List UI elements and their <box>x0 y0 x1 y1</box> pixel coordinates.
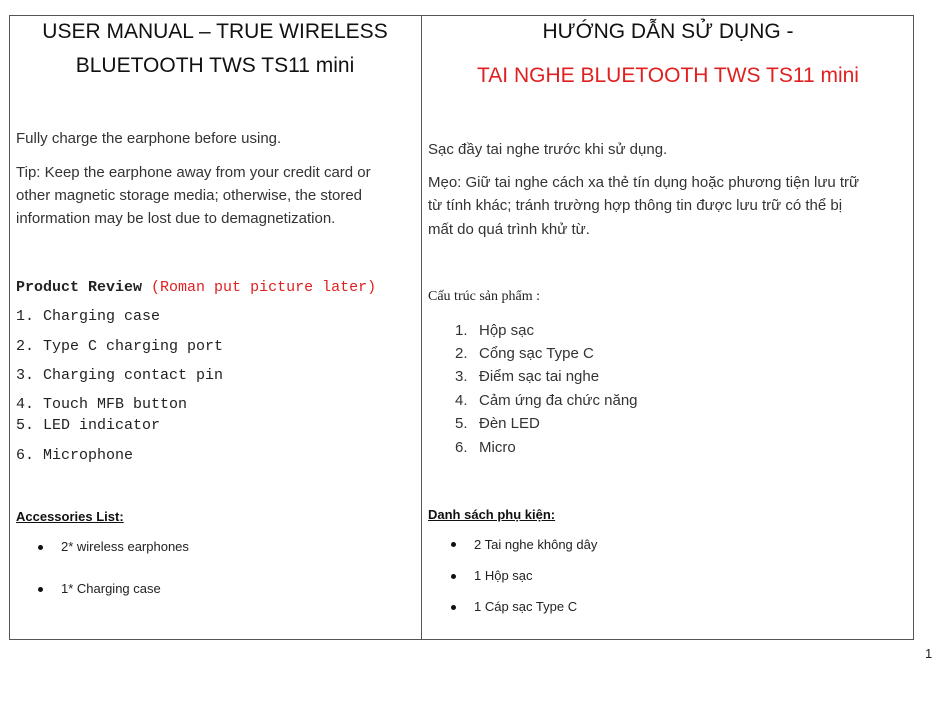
left-accessory-item: 1* Charging case <box>61 581 161 596</box>
right-accessory-item: 1 Cáp sạc Type C <box>474 599 578 614</box>
left-accessories-heading: Accessories List: <box>16 509 124 524</box>
right-part-item: Micro <box>479 439 516 456</box>
right-accessory-item: 1 Hộp sạc <box>474 568 533 583</box>
left-part-item: 5. LED indicator <box>16 417 161 434</box>
column-divider <box>421 15 422 640</box>
bullet-icon <box>38 587 43 592</box>
product-review-heading <box>16 279 376 296</box>
right-part-number: 4. <box>455 392 468 409</box>
bullet-icon <box>451 605 456 610</box>
right-part-number: 3. <box>455 368 468 385</box>
right-part-number: 5. <box>455 415 468 432</box>
right-tip-line: từ tính khác; tránh trường hợp thông tin được lưu trữ có thể bị <box>428 197 843 214</box>
left-part-item: 4. Touch MFB button <box>16 396 188 413</box>
bullet-icon <box>451 542 456 547</box>
bullet-icon <box>38 545 43 550</box>
right-tip-line: Mẹo: Giữ tai nghe cách xa thẻ tín dụng hoặc phương tiện lưu trữ <box>428 174 860 191</box>
product-review-label: Product Review <box>16 279 143 296</box>
right-accessories-heading: Danh sách phụ kiện: <box>428 507 556 522</box>
right-accessory-item: 2 Tai nghe không dây <box>474 537 598 552</box>
left-title-line2: BLUETOOTH TWS TS11 mini <box>75 54 355 77</box>
right-title-line2: TAI NGHE BLUETOOTH TWS TS11 mini <box>477 64 859 87</box>
left-accessory-item: 2* wireless earphones <box>61 539 189 554</box>
left-part-item: 1. Charging case <box>16 308 161 325</box>
right-part-item: Cảm ứng đa chức năng <box>479 392 638 409</box>
bullet-icon <box>451 574 456 579</box>
right-tip-line: mất do quá trình khử từ. <box>428 221 590 238</box>
right-part-item: Đèn LED <box>479 415 540 432</box>
right-part-number: 2. <box>455 345 468 362</box>
left-part-item: 2. Type C charging port <box>16 338 224 355</box>
page-number: 1 <box>925 646 933 661</box>
right-title-line1: HƯỚNG DẪN SỬ DỤNG - <box>542 20 794 43</box>
left-tip-line: other magnetic storage media; otherwise, the stored <box>16 187 363 204</box>
right-part-item: Cổng sạc Type C <box>479 345 594 362</box>
right-part-number: 6. <box>455 439 468 456</box>
left-part-item: 6. Microphone <box>16 447 134 464</box>
right-part-number: 1. <box>455 322 468 339</box>
product-review-note: (Roman put picture later) <box>151 279 377 296</box>
right-structure-heading: Cấu trúc sản phẩm : <box>428 289 540 304</box>
left-tip-line: information may be lost due to demagnetization. <box>16 210 336 227</box>
right-part-item: Điểm sạc tai nghe <box>479 368 600 385</box>
left-charge-note: Fully charge the earphone before using. <box>16 130 282 147</box>
left-part-item: 3. Charging contact pin <box>16 367 224 384</box>
right-part-item: Hộp sạc <box>479 322 535 339</box>
right-charge-note: Sạc đầy tai nghe trước khi sử dụng. <box>428 141 668 158</box>
left-title-line1: USER MANUAL – TRUE WIRELESS <box>42 20 388 43</box>
left-tip-line: Tip: Keep the earphone away from your credit card or <box>16 164 371 181</box>
